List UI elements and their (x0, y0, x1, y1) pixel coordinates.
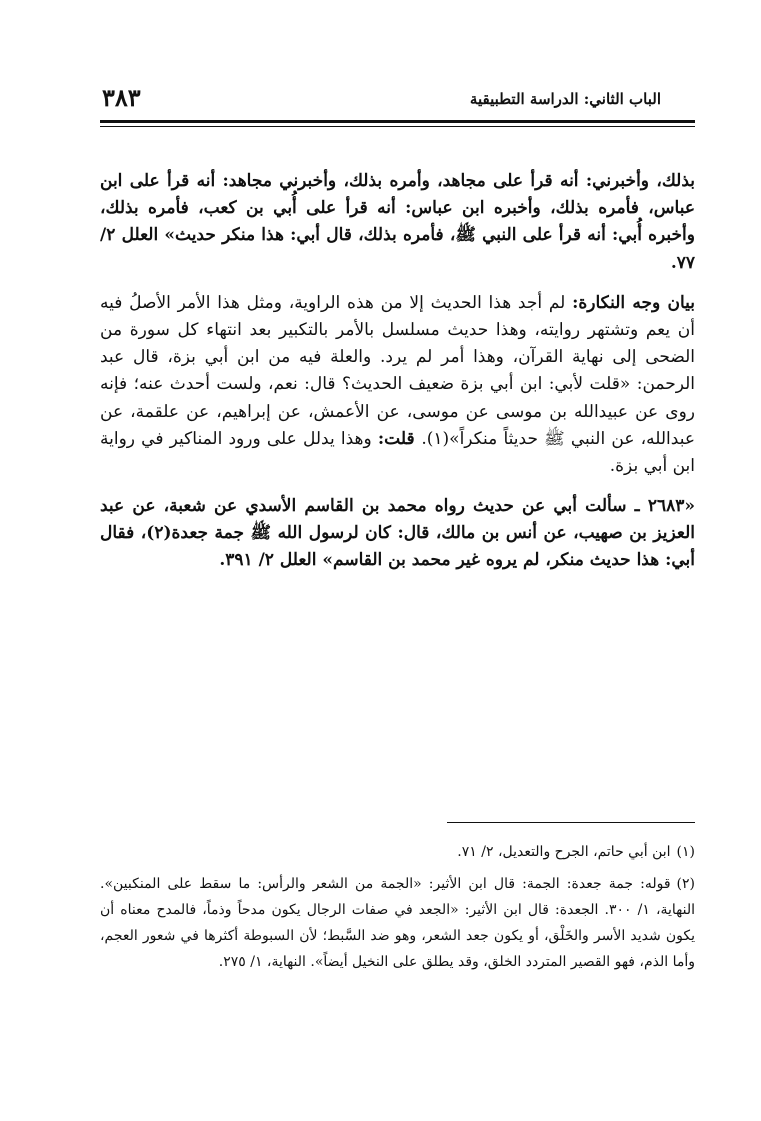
running-header-title: الباب الثاني: الدراسة التطبيقية (469, 90, 661, 108)
inline-lead: قلت: (377, 428, 422, 449)
section-lead: بيان وجه النكارة: (572, 292, 696, 313)
footnote-2 (100, 872, 695, 976)
paragraph-text: لم أجد هذا الحديث إلا من هذه الراوية، ومثل هذا الأمر الأصلُ فيه أن يعم وتشتهر روايته، وهذا حديث مسلسل بالأمر بالتكبير بعد انتهاء كل سورة من الضحى إلى نهاية القرآن، وهذا أمر لم يرد. والعلة فيه من ابن أبي بزة، قال عبد الرحمن: «قلت لأبي: ابن أبي بزة ضعيف الحديث؟ قال: نعم، ولست أحدث عنه؛ فإنه روى عن عبيدالله بن موسى عن موسى، عن الأعمش، عن إبراهيم، عن علقمة، عن عبدالله، عن النبي ﷺ حديثاً منكراً»(١). (100, 292, 695, 449)
footnote-text: قوله: جمة جعدة: الجمة: قال ابن الأثير: «الجمة من الشعر والرأس: ما سقط على المنكبين». النهاية، ١/ ٣٠٠. الجعدة: قال ابن الأثير: «الجعد في صفات الرجال يكون مدحاً وذماً، فالمدح معناه أن يكون شديد الأسر والخَلْق، أو يكون جعد الشعر، وهو ضد السَّبط؛ لأن السبوطة أكثرها في شعور العجم، وأما الذم، فهو القصير المتردد الخلق، وقد يطلق على النخيل أيضاً». النهاية، ١/ ٢٧٥. (100, 875, 695, 970)
paragraph-explanation (100, 290, 695, 480)
paragraph-text: «٢٦٨٣ ـ سألت أبي عن حديث رواه محمد بن القاسم الأسدي عن شعبة، عن عبد العزيز بن صهيب، عن أنس بن مالك، قال: كان لرسول الله ﷺ جمة جعدة(٢)، فقال أبي: هذا حديث منكر، لم يروه غير محمد بن القاسم» العلل ٢/ ٣٩١. (100, 496, 695, 571)
footnote-1 (100, 840, 695, 866)
header-rule-thin (100, 126, 695, 127)
footnotes (100, 840, 695, 981)
footnote-text: ابن أبي حاتم، الجرح والتعديل، ٢/ ٧١. (457, 844, 671, 860)
paragraph-hadith-2683 (100, 493, 695, 575)
footnote-number: (٢) (676, 875, 695, 892)
main-text (100, 168, 695, 588)
page-number: ٣٨٣ (102, 83, 141, 112)
footnote-separator (447, 822, 695, 823)
paragraph-text: بذلك، وأخبرني: أنه قرأ على مجاهد، وأمره بذلك، وأخبرني مجاهد: أنه قرأ على ابن عباس، فأمره بذلك، وأخبره ابن عباس: أنه قرأ على أُبي بن كعب، فأمره بذلك، وأخبره أُبي: أنه قرأ على النبي ﷺ، فأمره بذلك، قال أبي: هذا منكر حديث» العلل ٢/ ٧٧. (100, 171, 695, 273)
footnote-number: (١) (676, 844, 695, 860)
paragraph-hadith-continuation (100, 168, 695, 277)
paragraph-text: وهذا يدلل على ورود المناكير في رواية ابن أبي بزة. (100, 428, 695, 476)
header-rule-thick (100, 120, 695, 123)
